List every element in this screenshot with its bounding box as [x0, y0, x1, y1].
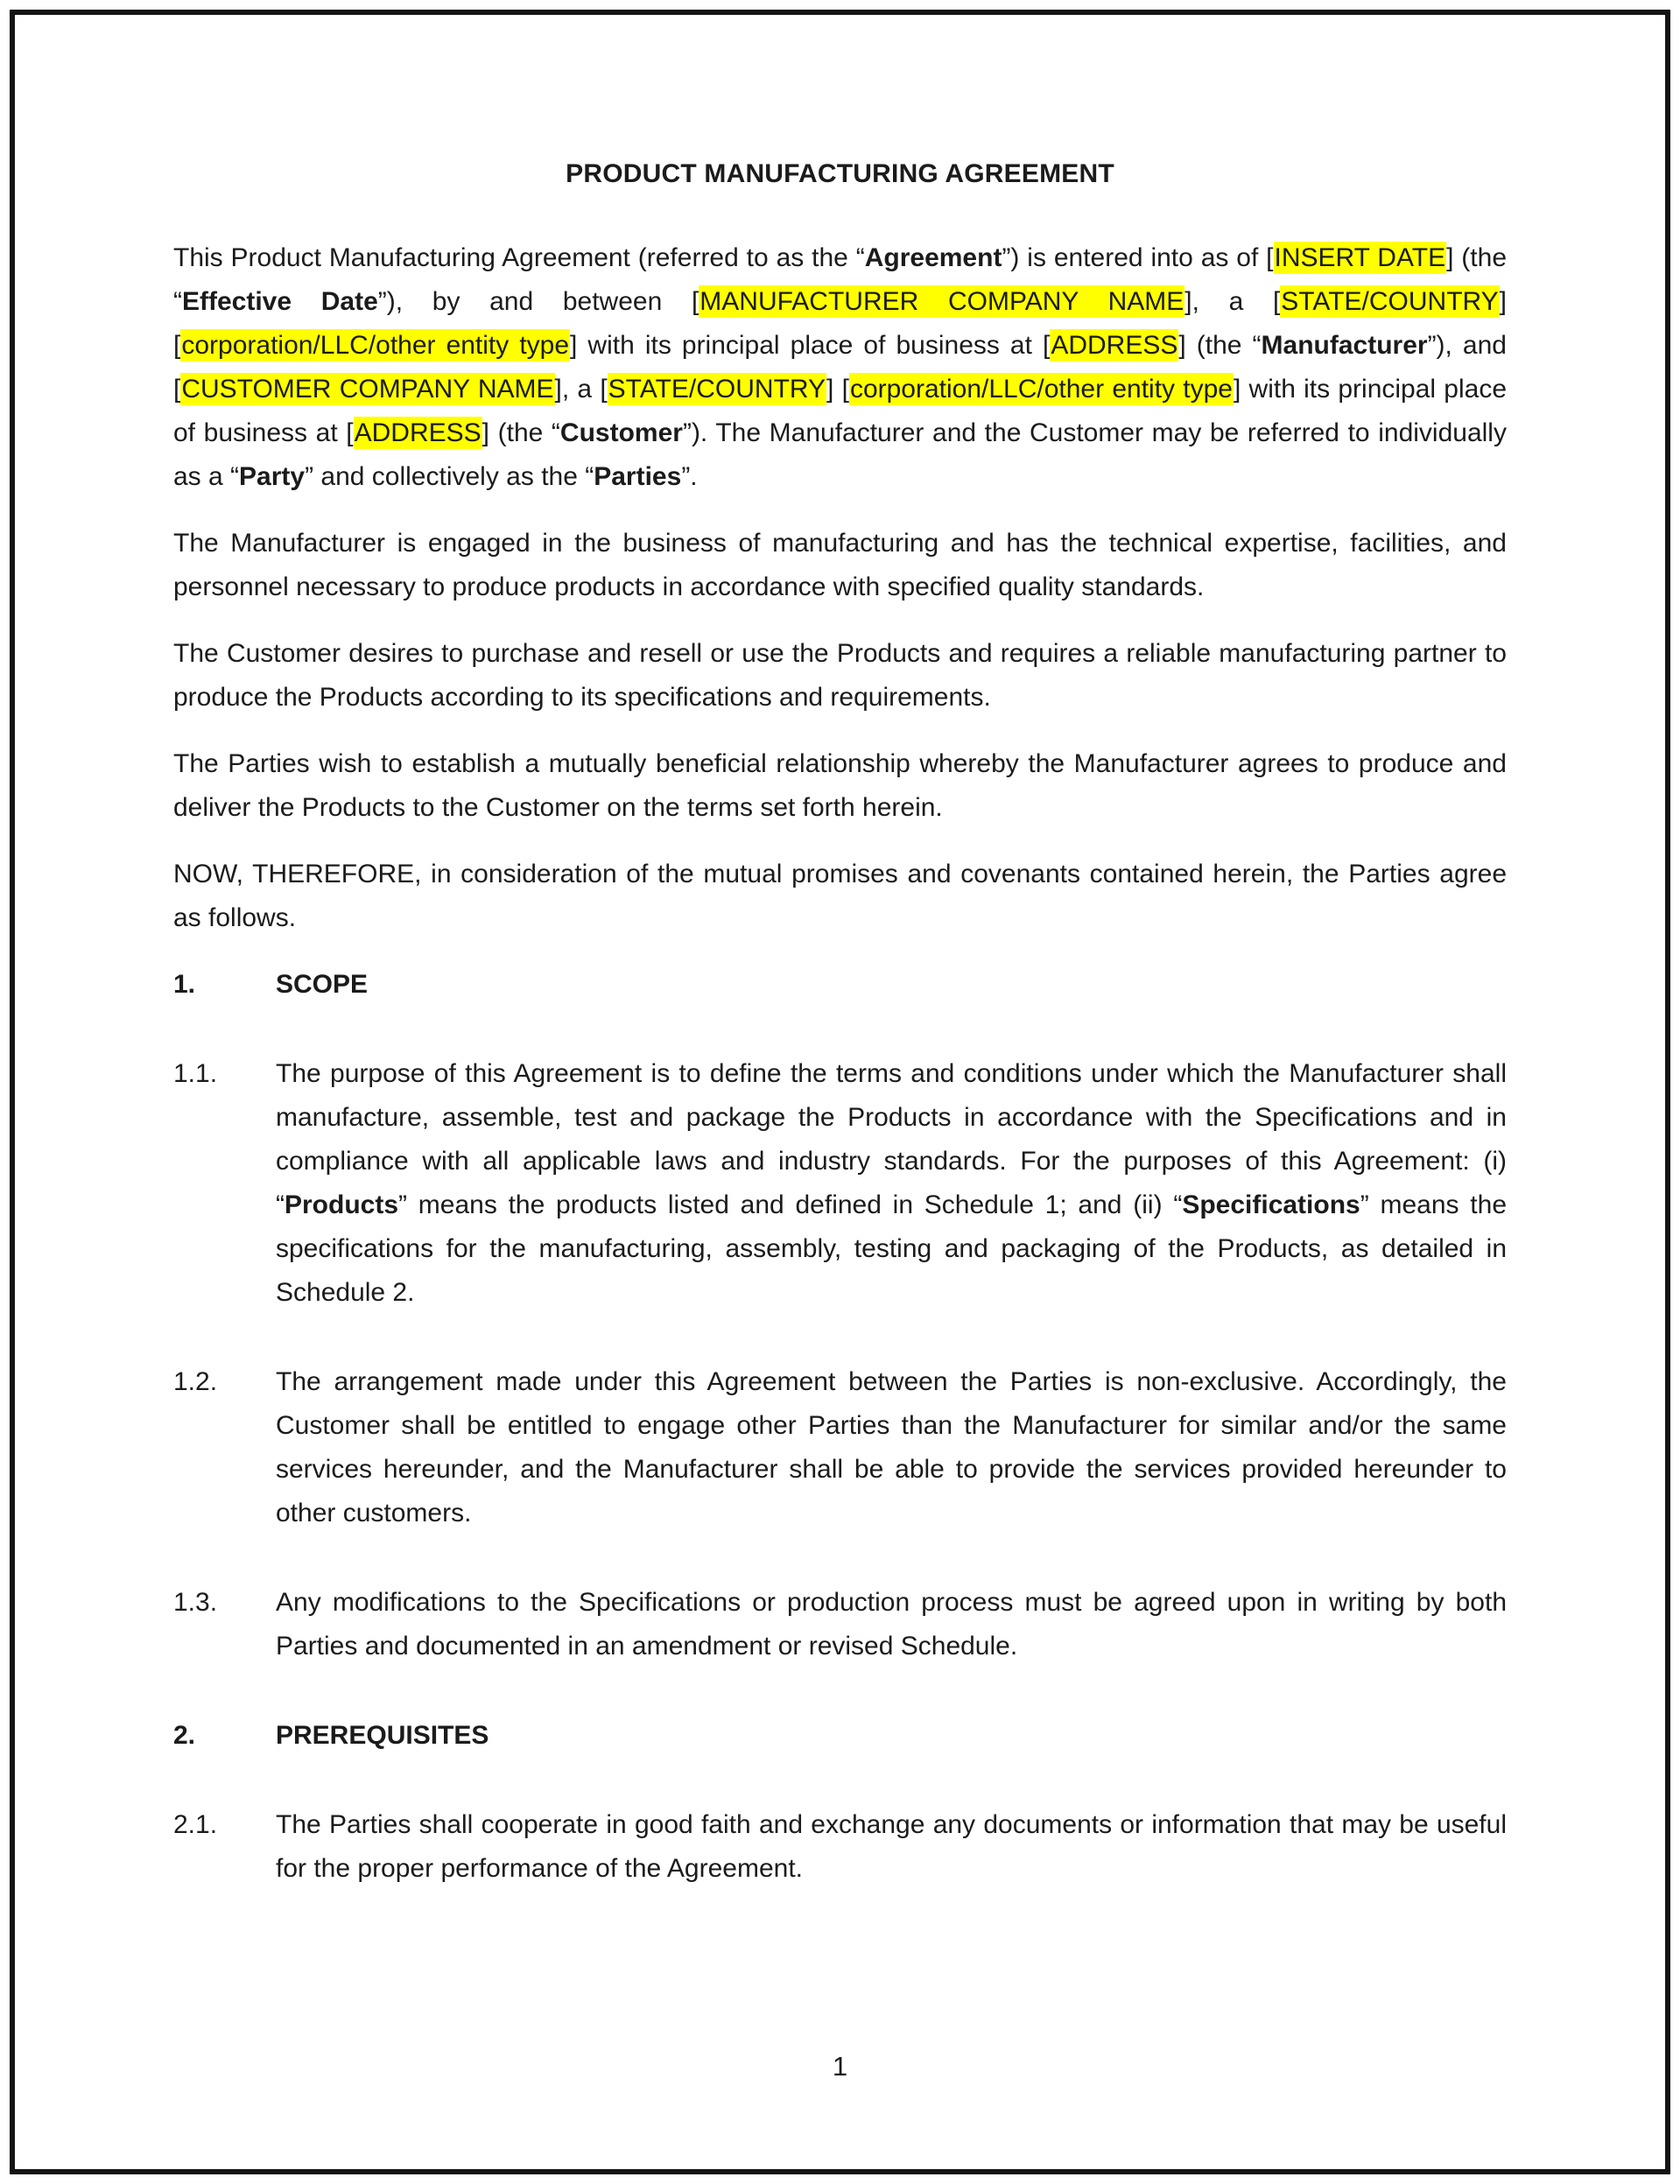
- text-run: Any modifications to the Specifications or production process must be agreed upon in writing by both Parties and documented in an amendment or revised Schedule.: [276, 1588, 1507, 1661]
- clause: [173, 1360, 1507, 1535]
- section-number: 1.: [173, 970, 196, 999]
- text-run: ] (the “: [1178, 331, 1262, 360]
- document-title: PRODUCT MANUFACTURING AGREEMENT: [566, 159, 1114, 188]
- bold-text: Effective Date: [182, 287, 378, 316]
- section-title: PREREQUISITES: [276, 1721, 489, 1750]
- text-run: The Parties wish to establish a mutually beneficial relationship whereby the Manufacturer agrees to produce and deliver the Products to the Customer on the terms set forth herein.: [173, 749, 1507, 822]
- bold-text: Manufacturer: [1261, 331, 1428, 360]
- section-title: SCOPE: [276, 970, 369, 999]
- text-run: ], a [: [1184, 287, 1281, 316]
- paragraph: [173, 632, 1507, 720]
- section-heading: [173, 963, 1507, 1007]
- bold-text: Specifications: [1182, 1190, 1360, 1219]
- text-run: ”). The Manufacturer and the Customer may be referred to individually as a “: [173, 418, 1507, 491]
- highlighted-placeholder: ADDRESS: [1051, 331, 1178, 360]
- clause-number: 1.3.: [173, 1588, 218, 1617]
- bold-text: Agreement: [864, 243, 1002, 272]
- bold-text: Parties: [594, 462, 682, 491]
- text-run: ” means the products listed and defined in Schedule 1; and (ii) “: [398, 1190, 1183, 1219]
- text-run: NOW, THEREFORE, in consideration of the mutual promises and covenants contained herein, the Parties agree as follows.: [173, 860, 1507, 932]
- bold-text: Party: [239, 462, 306, 491]
- highlighted-placeholder: MANUFACTURER COMPANY NAME: [699, 287, 1184, 316]
- text-run: The Customer desires to purchase and resell or use the Products and requires a reliable manufacturing partner to produce the Products according to its specifications and requirements.: [173, 639, 1507, 712]
- text-run: ] with its principal place of business at [: [570, 331, 1051, 360]
- clause-text: [276, 1052, 1507, 1315]
- text-run: The purpose of this Agreement is to define the terms and conditions under which the Manufacturer shall manufacture, assemble, test and package the Products in accordance with the Specifications and in compliance with all applicable laws and industry standards. For the purposes of this Agreement: (i) “: [276, 1059, 1507, 1219]
- paragraph: [173, 853, 1507, 940]
- highlighted-placeholder: corporation/LLC/other entity type: [181, 331, 570, 360]
- page-number: 1: [832, 2051, 848, 2082]
- text-run: The Parties shall cooperate in good faith and exchange any documents or information that may be useful for the proper performance of the Agreement.: [276, 1810, 1507, 1883]
- clause-text: [276, 1360, 1507, 1535]
- clause-number: 1.1.: [173, 1059, 218, 1088]
- clause-number: 1.2.: [173, 1367, 218, 1396]
- highlighted-placeholder: STATE/COUNTRY: [1281, 287, 1499, 316]
- clause-text: [276, 1803, 1507, 1891]
- document-page: [173, 158, 1507, 1936]
- clause-text: [276, 1581, 1507, 1668]
- text-run: ] [: [173, 287, 1507, 360]
- clause: [173, 1803, 1507, 1891]
- bold-text: Products: [285, 1190, 399, 1219]
- text-run: The arrangement made under this Agreement between the Parties is non-exclusive. Accordingly, the Customer shall be entitled to engage other Parties than the Manufacturer for similar and/or the same services hereunder, and the Manufacturer shall be able to provide the services provided hereunder to other customers.: [276, 1367, 1507, 1527]
- clause: [173, 1052, 1507, 1315]
- text-run: ”) is entered into as of [: [1002, 243, 1274, 272]
- paragraph: [173, 522, 1507, 609]
- text-run: ] with its principal place of business at [: [173, 375, 1508, 447]
- text-run: The Manufacturer is engaged in the business of manufacturing and has the technical expertise, facilities, and personnel necessary to produce products in accordance with specified quality standards.: [173, 529, 1507, 601]
- clause-number: 2.1.: [173, 1810, 218, 1839]
- text-run: ”.: [681, 462, 698, 491]
- text-run: ” means the specifications for the manufacturing, assembly, testing and packaging of the Products, as detailed in Schedule 2.: [276, 1190, 1507, 1307]
- clause: [173, 1581, 1507, 1668]
- text-run: ] (the “: [482, 418, 560, 447]
- text-run: ”), and [: [173, 331, 1507, 404]
- highlighted-placeholder: corporation/LLC/other entity type: [849, 375, 1233, 404]
- text-run: ] (the “: [173, 243, 1507, 316]
- highlighted-placeholder: INSERT DATE: [1274, 243, 1446, 272]
- bold-text: Customer: [559, 418, 683, 447]
- text-run: ” and collectively as the “: [305, 462, 594, 491]
- text-run: This Product Manufacturing Agreement (referred to as the “: [173, 243, 865, 272]
- text-run: ”), by and between [: [377, 287, 699, 316]
- text-run: ] [: [826, 375, 849, 404]
- highlighted-placeholder: STATE/COUNTRY: [608, 375, 826, 404]
- section-number: 2.: [173, 1721, 196, 1750]
- text-run: ], a [: [554, 375, 608, 404]
- highlighted-placeholder: CUSTOMER COMPANY NAME: [181, 375, 554, 404]
- document-body: [173, 236, 1507, 1891]
- paragraph: [173, 742, 1507, 830]
- paragraph: [173, 236, 1507, 499]
- section-heading: [173, 1714, 1507, 1758]
- highlighted-placeholder: ADDRESS: [354, 418, 482, 447]
